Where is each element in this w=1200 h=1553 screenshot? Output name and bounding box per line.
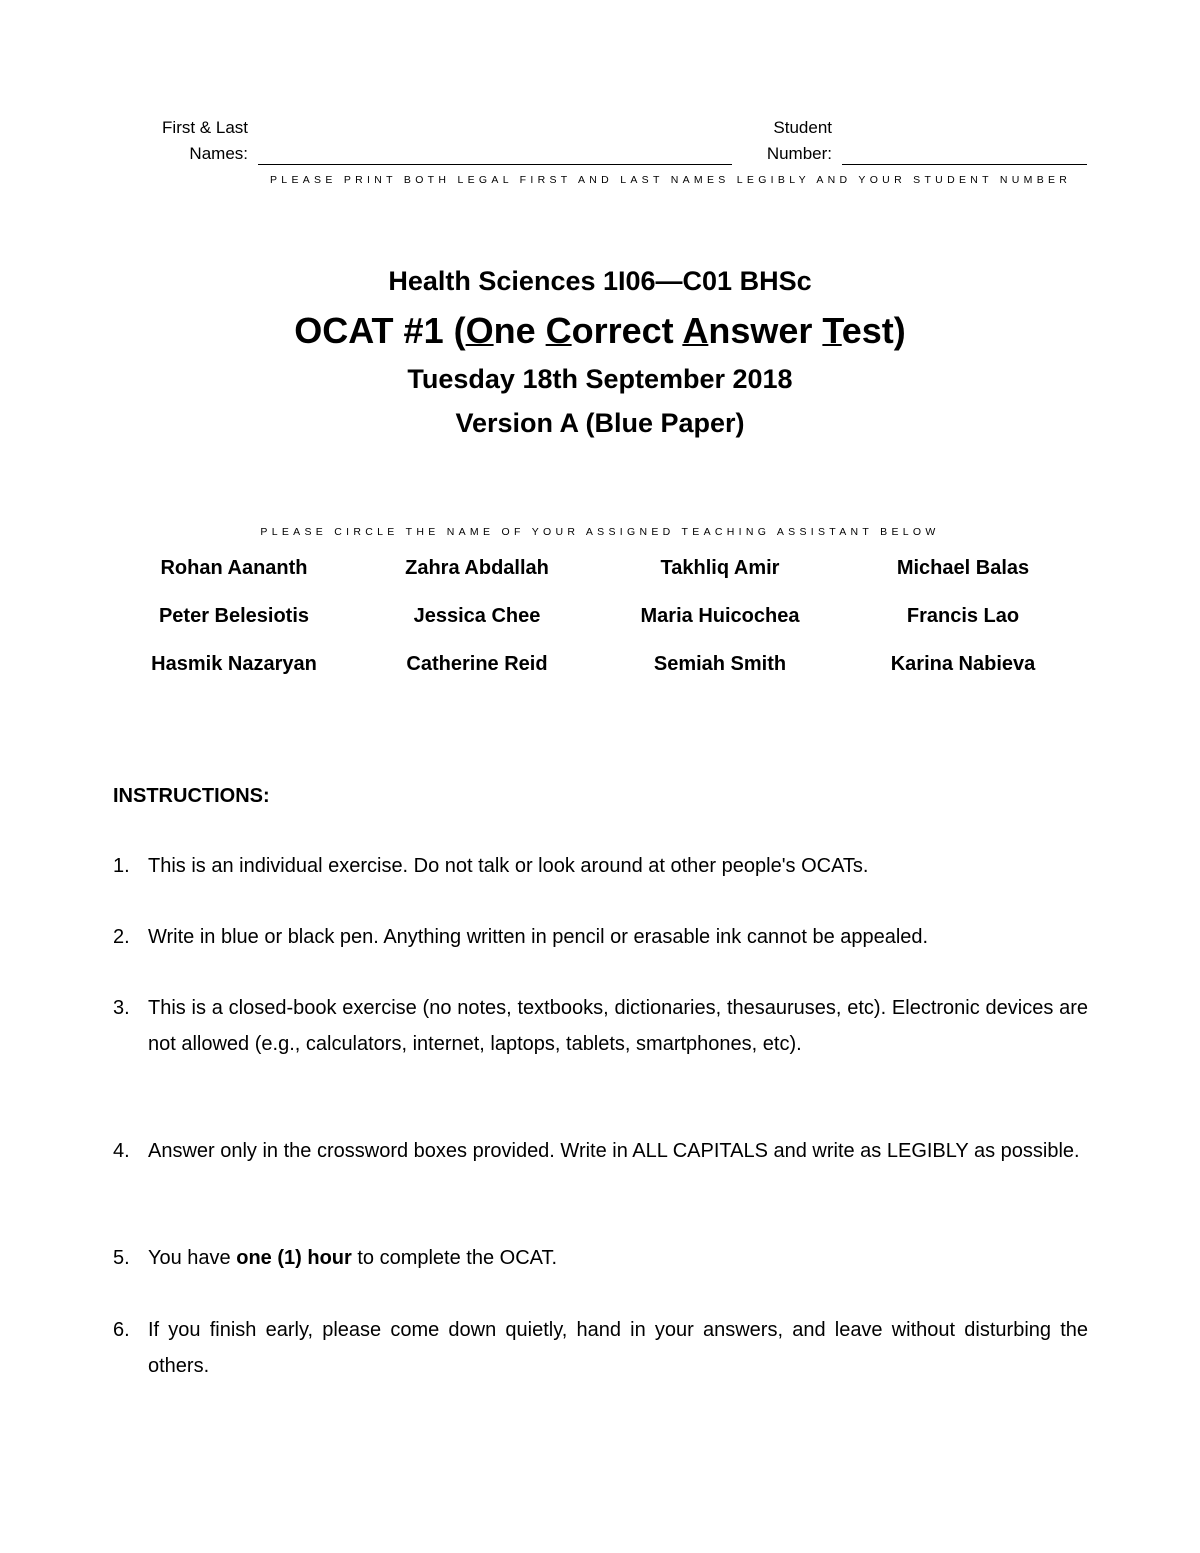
exam-date: Tuesday 18th September 2018 bbox=[407, 364, 793, 394]
student-label-line1: Student bbox=[773, 118, 832, 137]
ta-name[interactable]: Zahra Abdallah bbox=[405, 557, 549, 579]
instruction-text: Answer only in the crossword boxes provided. Write in ALL CAPITALS and write as LEGIBLY as possible. bbox=[148, 1140, 1080, 1162]
name-label-line1: First & Last bbox=[162, 118, 248, 137]
ta-name[interactable]: Jessica Chee bbox=[413, 605, 541, 627]
instruction-text: Write in blue or black pen. Anything written in pencil or erasable ink cannot be appealed. bbox=[148, 926, 929, 948]
ta-name[interactable]: Francis Lao bbox=[906, 605, 1020, 627]
ta-name[interactable]: Maria Huicochea bbox=[640, 605, 800, 627]
exam-version: Version A (Blue Paper) bbox=[455, 408, 745, 438]
instruction-item bbox=[113, 1240, 1088, 1276]
ta-name[interactable]: Catherine Reid bbox=[406, 653, 548, 675]
instruction-text: You have one (1) hour to complete the OCAT. bbox=[148, 1247, 558, 1269]
instruction-item bbox=[113, 919, 1088, 955]
ta-name[interactable]: Semiah Smith bbox=[653, 653, 787, 675]
instruction-number: 6. bbox=[113, 1319, 130, 1341]
ta-name[interactable]: Hasmik Nazaryan bbox=[151, 653, 317, 675]
student-number-input-line[interactable] bbox=[842, 164, 1087, 165]
instruction-number: 4. bbox=[113, 1140, 130, 1162]
instruction-number: 3. bbox=[113, 997, 130, 1019]
ta-name[interactable]: Peter Belesiotis bbox=[158, 605, 310, 627]
instruction-number: 1. bbox=[113, 855, 130, 877]
instructions-heading: INSTRUCTIONS: bbox=[113, 785, 270, 807]
instruction-item bbox=[113, 990, 1088, 1062]
ta-name[interactable]: Takhliq Amir bbox=[660, 557, 780, 579]
student-label-line2: Number: bbox=[766, 144, 832, 163]
ocat-title: OCAT #1 (One Correct Answer Test) bbox=[294, 310, 906, 351]
instruction-text: This is a closed-book exercise (no notes, textbooks, dictionaries, thesauruses, etc). Electronic devices are not allowed (e.g., calculators, internet, laptops, tablets, smartphones, etc). bbox=[148, 997, 1088, 1055]
print-instruction-note: PLEASE PRINT BOTH LEGAL FIRST AND LAST NAMES LEGIBLY AND YOUR STUDENT NUMBER bbox=[270, 174, 1072, 186]
circle-ta-note: PLEASE CIRCLE THE NAME OF YOUR ASSIGNED TEACHING ASSISTANT BELOW bbox=[260, 526, 940, 538]
instruction-text: This is an individual exercise. Do not talk or look around at other people's OCATs. bbox=[148, 855, 869, 877]
instruction-item bbox=[113, 1312, 1088, 1384]
ta-name[interactable]: Karina Nabieva bbox=[890, 653, 1036, 675]
instruction-number: 2. bbox=[113, 926, 130, 948]
instruction-item bbox=[113, 1133, 1088, 1169]
instruction-number: 5. bbox=[113, 1247, 130, 1269]
duration-emphasis: one (1) hour bbox=[236, 1247, 352, 1269]
student-number-label bbox=[690, 115, 832, 167]
name-label-line2: Names: bbox=[189, 144, 248, 163]
name-field-label bbox=[100, 115, 248, 167]
ta-name[interactable]: Michael Balas bbox=[896, 557, 1030, 579]
ta-name[interactable]: Rohan Aananth bbox=[160, 557, 308, 579]
instruction-text: If you finish early, please come down quietly, hand in your answers, and leave without disturbing the others. bbox=[148, 1319, 1088, 1377]
instruction-item bbox=[113, 848, 1088, 884]
name-input-line[interactable] bbox=[258, 164, 732, 165]
course-title: Health Sciences 1I06—C01 BHSc bbox=[388, 266, 812, 296]
